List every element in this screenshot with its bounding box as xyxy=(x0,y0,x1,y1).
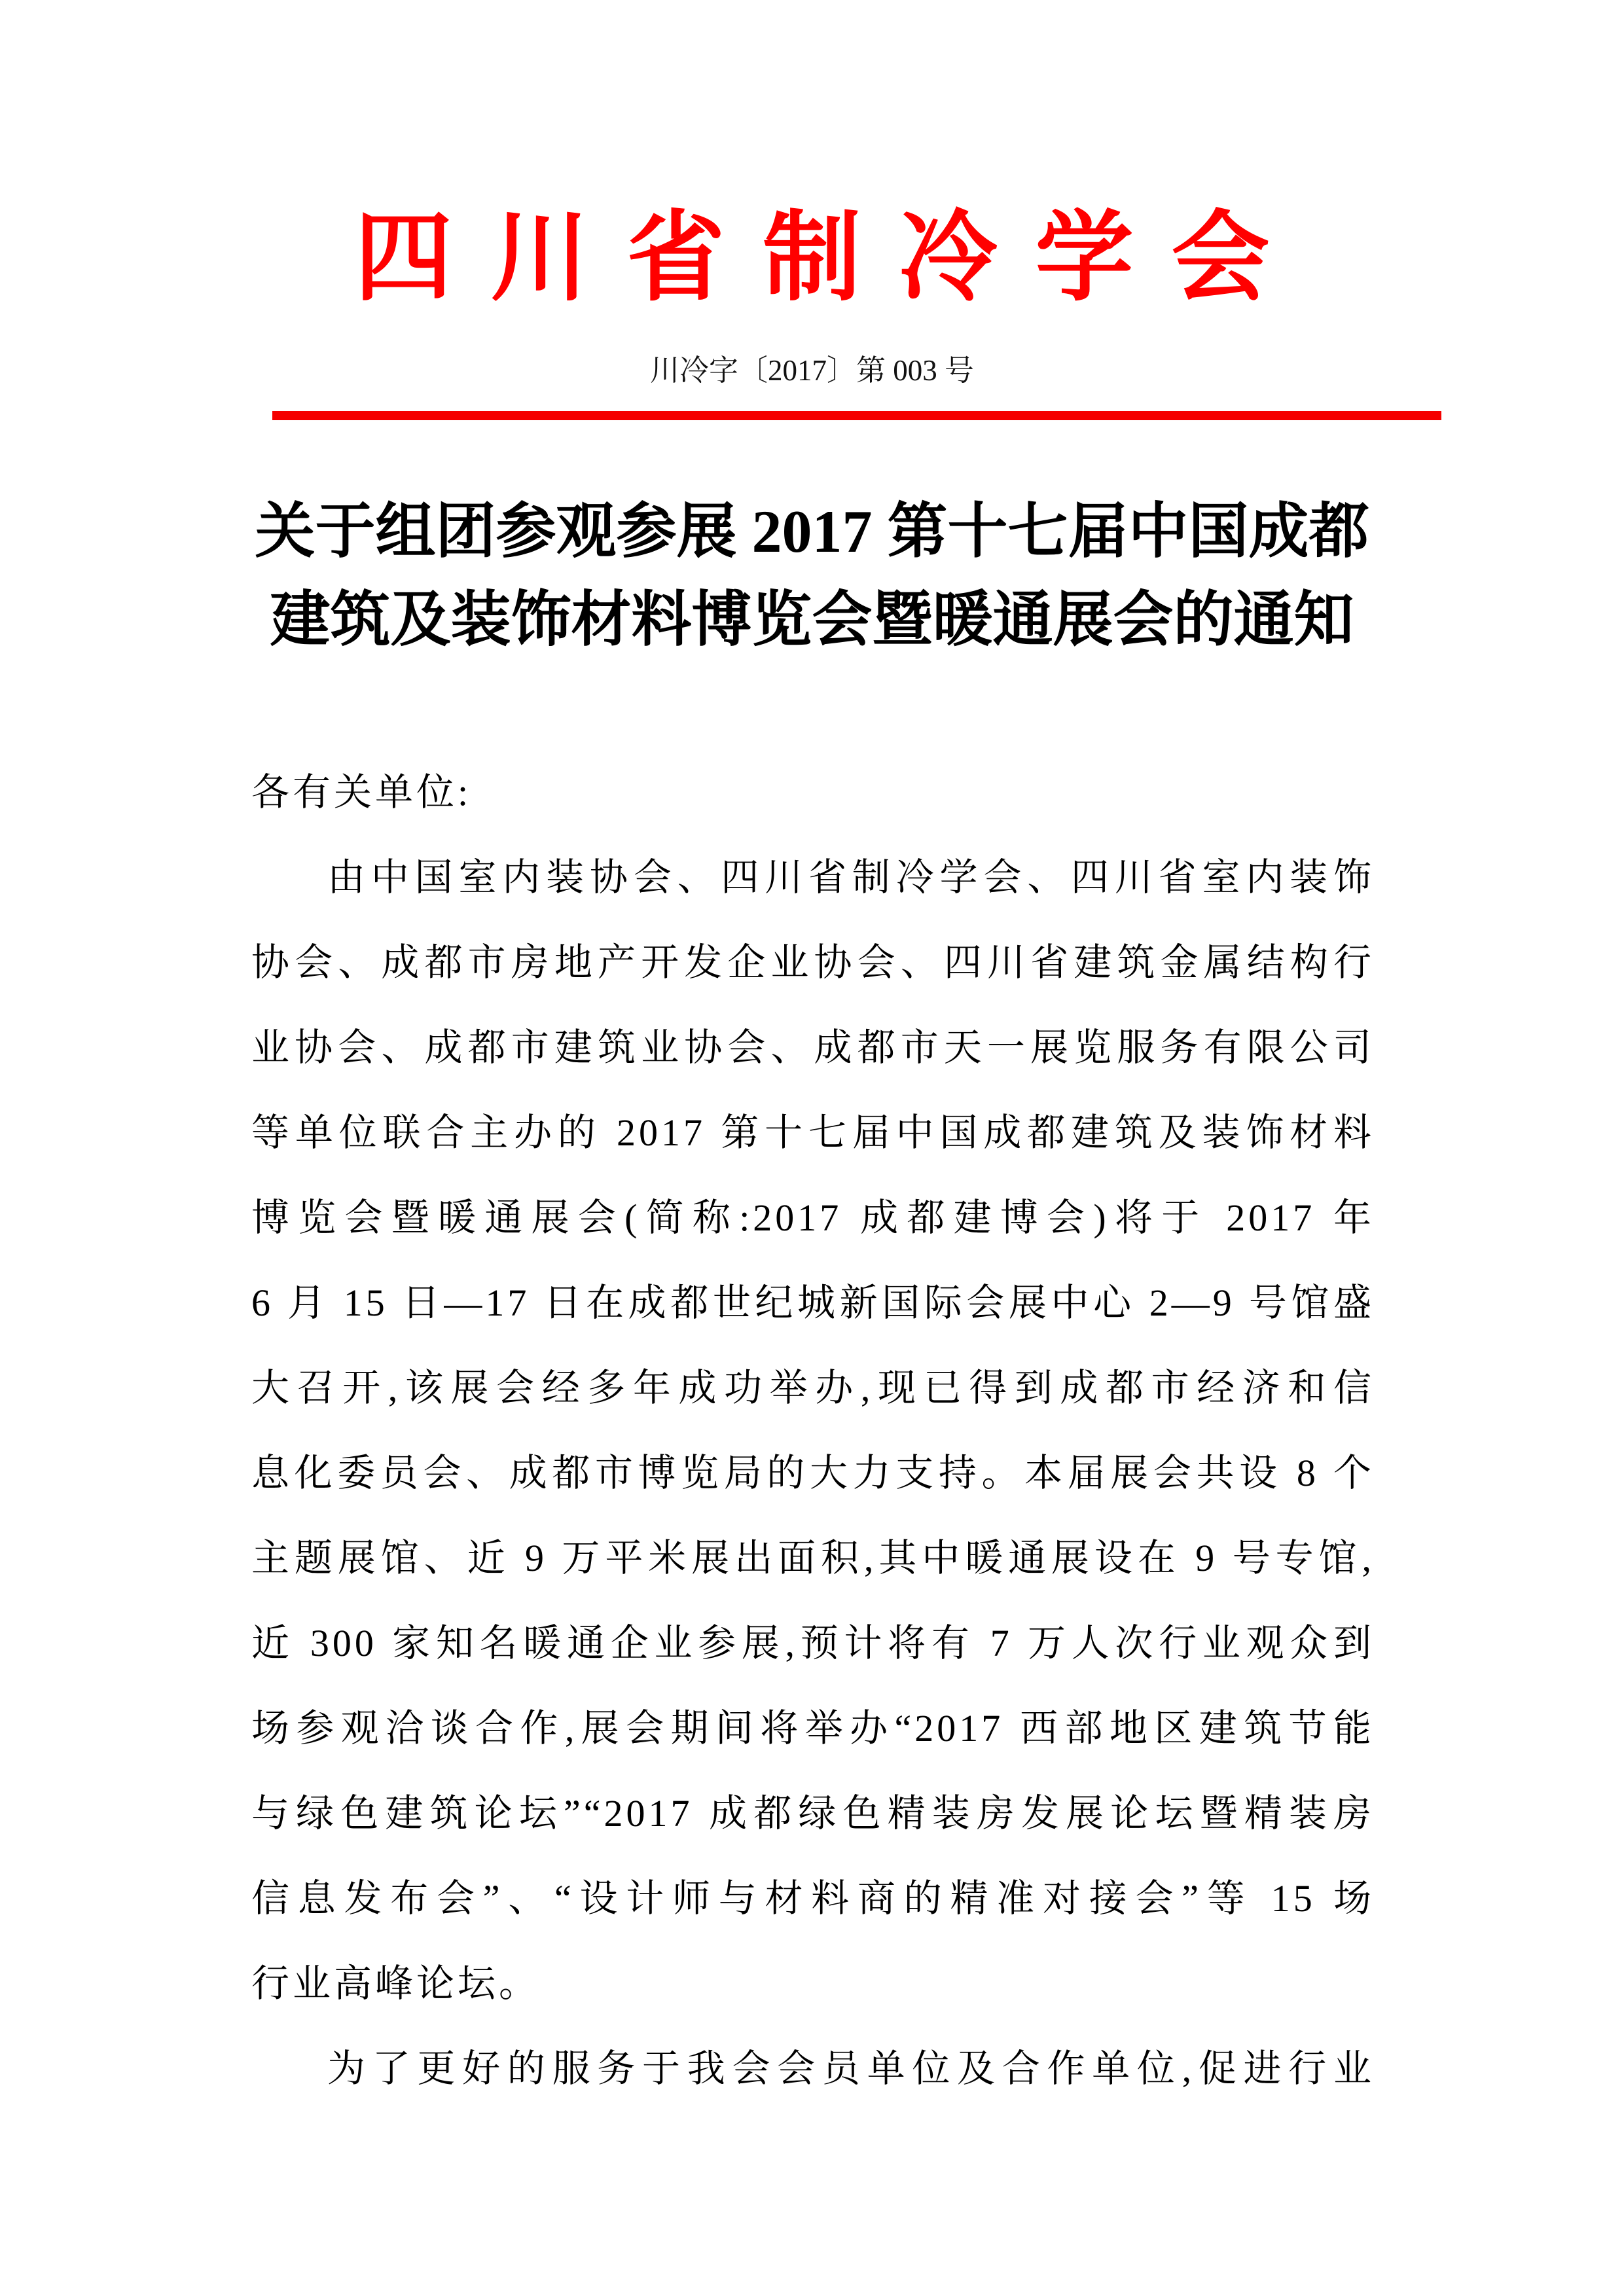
paragraph-line: 息化委员会、成都市博览局的大力支持。本届展会共设 8 个 xyxy=(251,1452,1375,1494)
doc-title xyxy=(164,488,1460,664)
paragraph-1 xyxy=(251,835,1375,2026)
paragraph-line: 信息发布会”、“设计师与材料商的精准对接会”等 15 场 xyxy=(251,1877,1375,1920)
paragraph-2 xyxy=(251,2026,1375,2111)
paragraph-line: 近 300 家知名暖通企业参展,预计将有 7 万人次行业观众到 xyxy=(251,1622,1375,1664)
paragraph-line: 等单位联合主办的 2017 第十七届中国成都建筑及装饰材料 xyxy=(251,1111,1375,1154)
paragraph-line: 场参观洽谈合作,展会期间将举办“2017 西部地区建筑节能 xyxy=(251,1707,1375,1749)
doc-title-line2: 建筑及装饰材料博览会暨暖通展会的通知 xyxy=(270,586,1354,653)
salutation: 各有关单位: xyxy=(251,771,472,814)
paragraph-line: 业协会、成都市建筑业协会、成都市天一展览服务有限公司 xyxy=(251,1026,1375,1069)
paragraph-line: 主题展馆、近 9 万平米展出面积,其中暖通展设在 9 号专馆, xyxy=(251,1537,1375,1579)
paragraph-line: 与绿色建筑论坛”“2017 成都绿色精装房发展论坛暨精装房 xyxy=(251,1792,1375,1835)
doc-number: 川冷字〔2017〕第 003 号 xyxy=(649,354,974,387)
paragraph-line: 大召开,该展会经多年成功举办,现已得到成都市经济和信 xyxy=(251,1367,1375,1409)
paragraph-line: 6 月 15 日—17 日在成都世纪城新国际会展中心 2—9 号馆盛 xyxy=(251,1282,1375,1324)
doc-title-line1: 关于组团参观参展 2017 第十七届中国成都 xyxy=(255,498,1369,565)
red-header-rule xyxy=(272,411,1441,420)
document-body xyxy=(251,750,1375,2111)
paragraph-line: 为了更好的服务于我会会员单位及合作单位,促进行业 xyxy=(327,2047,1375,2090)
paragraph-line: 由中国室内装协会、四川省制冷学会、四川省室内装饰 xyxy=(327,856,1375,899)
paragraph-line: 协会、成都市房地产开发企业协会、四川省建筑金属结构行 xyxy=(251,941,1375,984)
paragraph-line: 行业高峰论坛。 xyxy=(251,1962,541,2005)
org-title: 四川省制冷学会 xyxy=(354,204,1308,313)
paragraph-line: 博览会暨暖通展会(简称:2017 成都建博会)将于 2017 年 xyxy=(251,1196,1375,1239)
